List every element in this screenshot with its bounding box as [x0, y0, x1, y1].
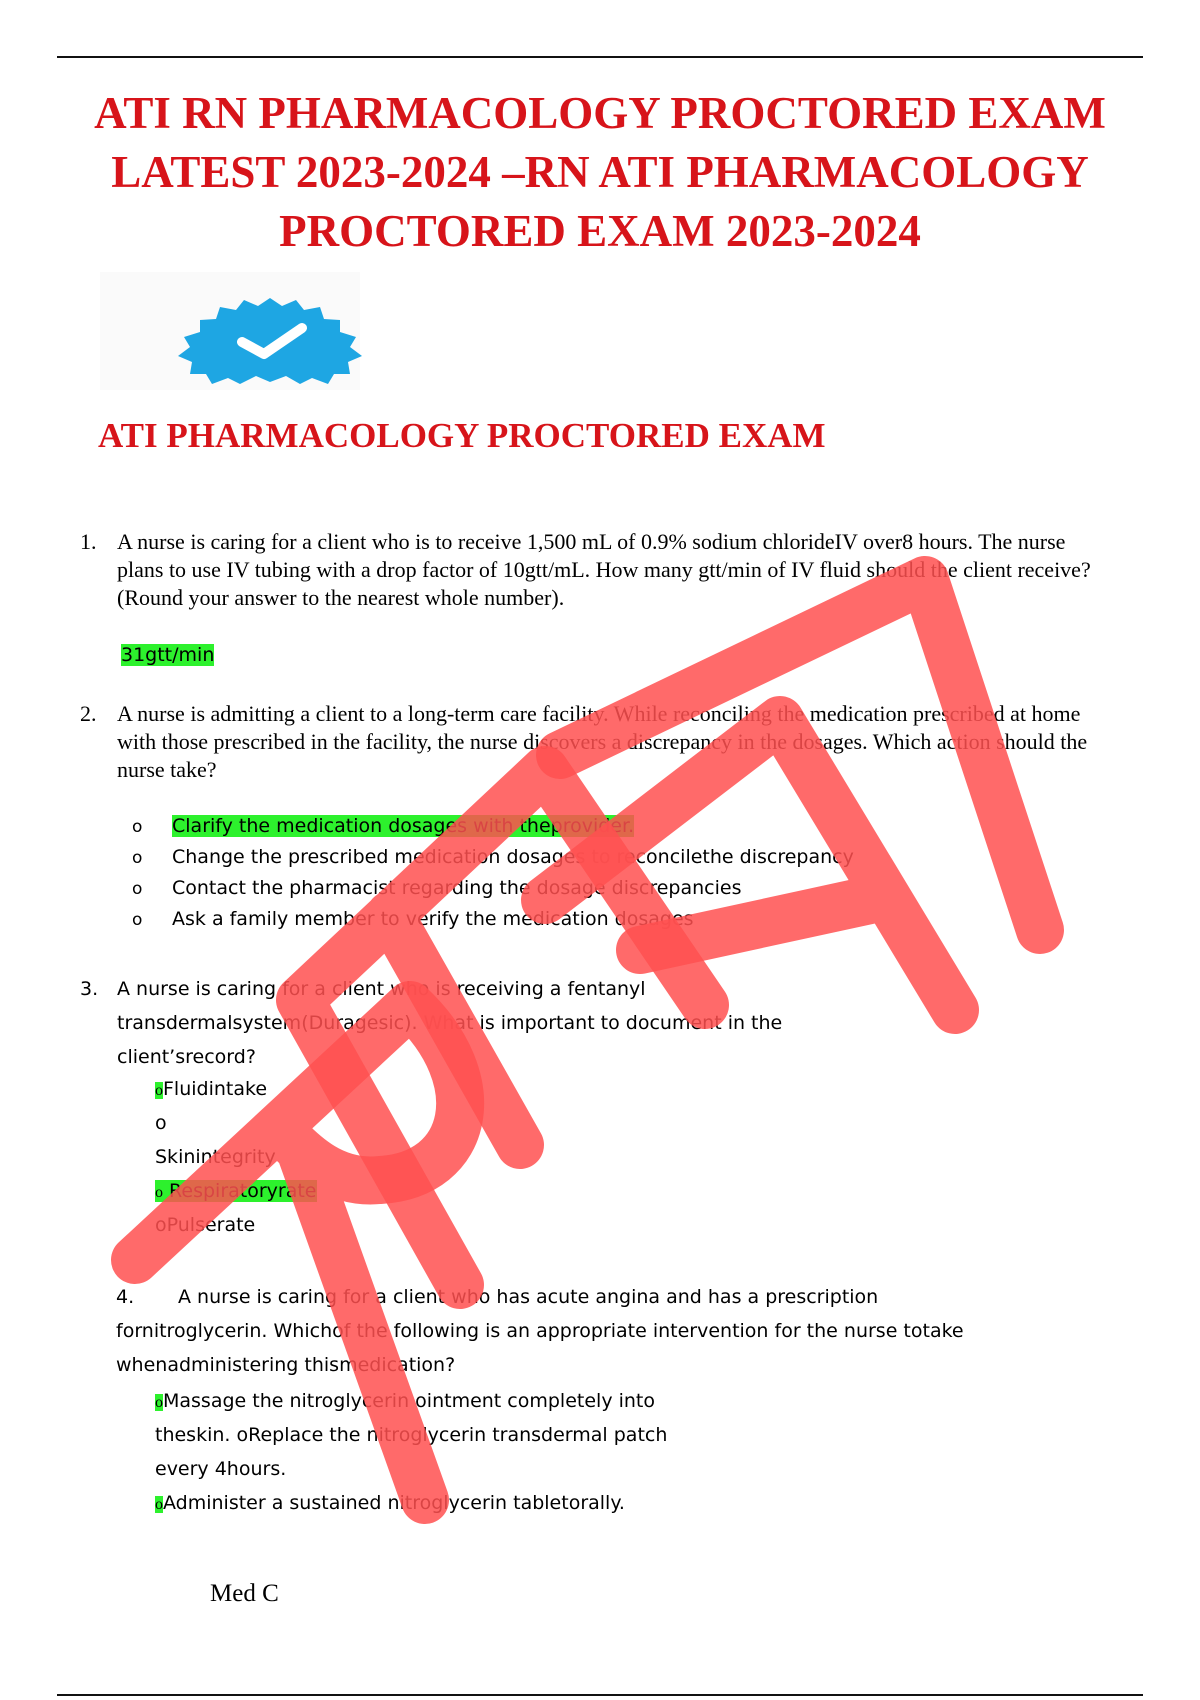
option-text: theskin. oReplace the nitroglycerin transdermal patch — [155, 1424, 668, 1446]
title-line-1: ATI RN PHARMACOLOGY PROCTORED EXAM — [94, 88, 1106, 138]
bullet-icon: o — [155, 1394, 163, 1411]
list-item — [155, 1072, 317, 1106]
correct-answer-highlight — [155, 1180, 317, 1202]
bullet-icon: o — [155, 1184, 163, 1201]
question-text — [117, 528, 1180, 612]
options-list-3 — [155, 1072, 317, 1242]
option-text: Ask a family member to verify the medication dosages — [172, 908, 694, 930]
question-line: with those prescribed in the facility, the nurse discovers a discrepancy in the dosages. Which action should the — [117, 729, 1088, 754]
bullet-icon: o — [132, 879, 143, 899]
question-text — [117, 972, 877, 1074]
bullet-icon: o — [155, 1112, 167, 1134]
list-item — [155, 1140, 317, 1174]
question-line-text: A nurse is caring for a client who has acute angina and has a prescription — [178, 1286, 879, 1308]
top-divider — [57, 56, 1143, 58]
bullet-icon: o — [155, 1496, 163, 1513]
section-heading: ATI PHARMACOLOGY PROCTORED EXAM — [98, 416, 826, 455]
list-item — [155, 1486, 667, 1520]
question-line: transdermalsystem(Duragesic). What is important to document in the — [117, 1012, 783, 1034]
option-text: Fluidintake — [163, 1078, 268, 1100]
list-item — [155, 1106, 317, 1140]
title-line-2: LATEST 2023-2024 –RN ATI PHARMACOLOGY — [111, 147, 1089, 197]
options-list-4 — [155, 1384, 667, 1520]
answer-1 — [121, 643, 214, 667]
option-text: Change the prescribed medication dosages to reconcilethe discrepancy — [172, 846, 854, 868]
options-list-2 — [132, 812, 854, 936]
list-item — [132, 843, 854, 874]
option-text: oPulserate — [155, 1214, 256, 1236]
question-text — [117, 700, 1186, 784]
option-text: Respiratoryrate — [169, 1180, 317, 1202]
question-line — [116, 1280, 1016, 1314]
question-1 — [80, 528, 1180, 612]
list-item — [155, 1384, 667, 1418]
correct-answer-highlight: Clarify the medication dosages with theprovider. — [172, 815, 635, 837]
option-text: Administer a sustained nitroglycerin tabletorally. — [163, 1492, 625, 1514]
footer-note: Med C — [210, 1580, 279, 1607]
option-text: every 4hours. — [155, 1458, 287, 1480]
list-item — [132, 905, 854, 936]
question-number: 3. — [80, 978, 99, 1000]
list-item — [132, 812, 854, 843]
question-2 — [80, 700, 1186, 784]
question-line: whenadministering thismedication? — [116, 1354, 456, 1376]
question-line: (Round your answer to the nearest whole number). — [117, 585, 565, 610]
list-item — [155, 1418, 667, 1452]
option-text: Contact the pharmacist regarding the dosage discrepancies — [172, 877, 742, 899]
option-text: Skinintegrity — [155, 1146, 276, 1168]
question-line: A nurse is caring for a client who is receiving a fentanyl — [117, 978, 646, 1000]
list-item — [132, 874, 854, 905]
bullet-icon: o — [132, 910, 143, 930]
list-item — [155, 1208, 317, 1242]
title-line-3: PROCTORED EXAM 2023-2024 — [279, 206, 921, 256]
question-4 — [116, 1280, 1016, 1382]
question-line: client’srecord? — [117, 1046, 256, 1068]
question-line: plans to use IV tubing with a drop factor of 10gtt/mL. How many gtt/min of IV fluid should the client receive? — [117, 557, 1091, 582]
question-number: 2. — [80, 701, 97, 726]
option-text: Massage the nitroglycerin ointment completely into — [163, 1390, 655, 1412]
verified-check-badge-icon — [170, 292, 370, 384]
question-number: 1. — [80, 529, 97, 554]
bullet-icon: o — [155, 1082, 163, 1099]
question-line: A nurse is admitting a client to a long-term care facility. While reconciling the medication prescribed at home — [117, 701, 1081, 726]
bullet-icon: o — [132, 848, 143, 868]
bullet-icon: o — [132, 817, 143, 837]
correct-answer-highlight: 31gtt/min — [121, 644, 215, 666]
question-line: fornitroglycerin. Whichof the following is an appropriate intervention for the nurse totake — [116, 1320, 964, 1342]
list-item — [155, 1174, 317, 1208]
list-item — [155, 1452, 667, 1486]
page-title — [40, 84, 1160, 261]
question-line: nurse take? — [117, 757, 217, 782]
bottom-divider — [57, 1694, 1143, 1696]
question-line: A nurse is caring for a client who is to receive 1,500 mL of 0.9% sodium chlorideIV over8 hours. The nurse — [117, 529, 1066, 554]
question-number: 4. — [116, 1286, 135, 1308]
